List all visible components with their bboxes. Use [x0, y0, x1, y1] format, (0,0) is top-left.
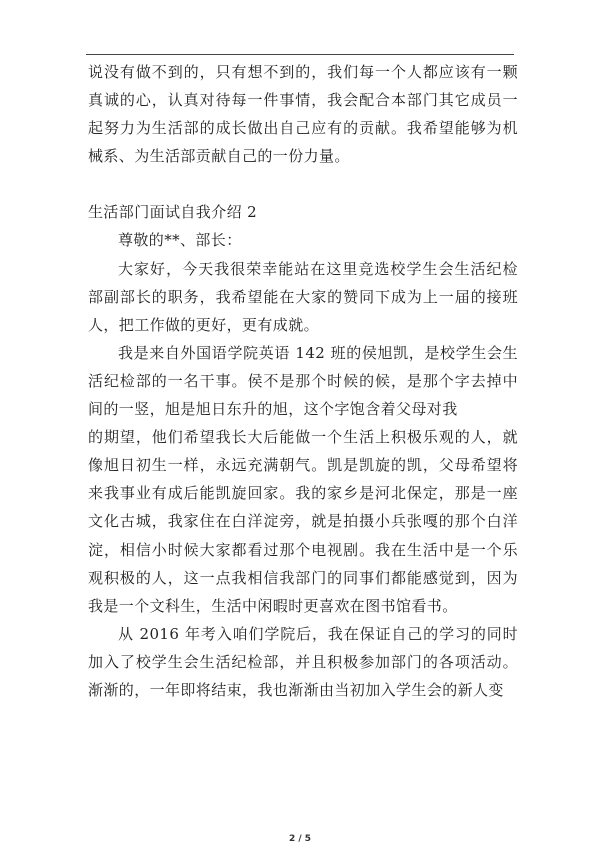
paragraph-greeting: 大家好，今天我很荣幸能站在这里竞选校学生会生活纪检部副部长的职务，我希望能在大家的赞同下成为上一届的接班人，把工作做的更好，更有成就。	[88, 259, 518, 334]
paragraph-family-hometown: 的期望，他们希望我长大后能做一个生活上积极乐观的人，就像旭日初生一样，永远充满朝气。凯是凯旋的凯，父母希望将来我事业有成后能凯旋回家。我的家乡是河北保定，那是一座文化古城，我家住在白洋淀旁，就是拍摄小兵张嘎的那个白洋淀，相信小时候大家都看过那个电视剧。我在生活中是一个乐观积极的人，这一点我相信我部门的同事们都能感觉到，因为我是一个文科生，生活中闲暇时更喜欢在图书馆看书。	[88, 428, 518, 615]
page-number: 2 / 5	[288, 834, 312, 844]
header-rule	[86, 54, 514, 55]
document-body	[88, 58, 518, 704]
salutation: 尊敬的**、部长：	[118, 231, 242, 250]
section-title: 生活部门面试自我介绍 2	[88, 203, 258, 222]
paragraph-continued: 说没有做不到的，只有想不到的，我们每一个人都应该有一颗真诚的心，认真对待每一件事情，我会配合本部门其它成员一起努力为生活部的成长做出自己应有的贡献。我希望能够为机械系、为生活部贡献自己的一份力量。	[88, 63, 518, 166]
paragraph-experience: 从 2016 年考入咱们学院后，我在保证自己的学习的同时加入了校学生会生活纪检部，并且积极参加部门的各项活动。渐渐的，一年即将结束，我也渐渐由当初加入学生会的新人变	[88, 624, 518, 699]
paragraph-introduction: 我是来自外国语学院英语 142 班的侯旭凯，是校学生会生活纪检部的一名干事。侯不是那个时候的候，是那个字去掉中间的一竖，旭是旭日东升的旭，这个字饱含着父母对我	[88, 343, 518, 419]
